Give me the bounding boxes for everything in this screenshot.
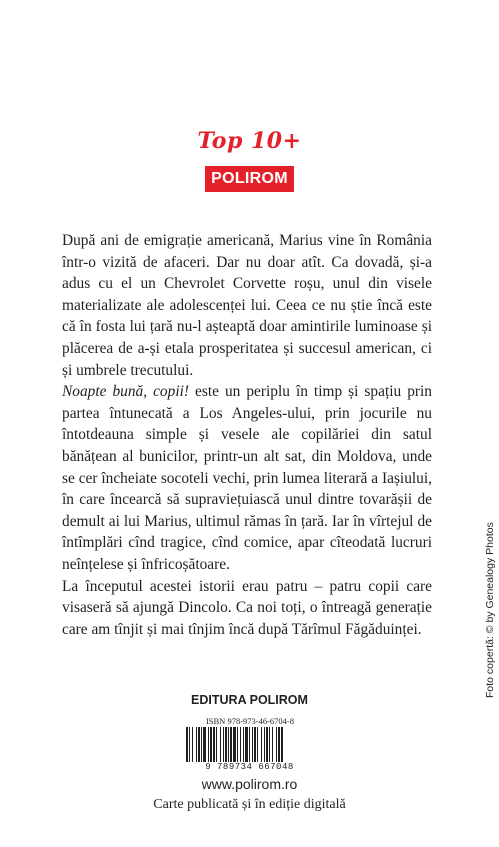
publisher-name: EDITURA POLIROM bbox=[191, 693, 308, 707]
barcode bbox=[186, 727, 313, 762]
blurb-paragraph-2 bbox=[62, 381, 432, 575]
blurb-paragraph-2-text: este un periplu în timp și spațiu prin partea întunecată a Los Angeles-ului, prin jocurile nu întotdeauna simple și vesele ale copilăriei din satul bănățean al bunicilor, printr-un alt sat, din Moldova, unde se cer încheiate socoteli vechi, prin lumea literară a Iașiului, în care încearcă să supraviețuiască unul dintre tovarășii de demult ai lui Marius, ultimul rămas în țară. Iar în vîrtejul de întîmplări cînd tragice, cînd comice, apar cîteodată lucruri neînțelese și înfricoșătoare. bbox=[62, 383, 432, 573]
blurb-paragraph-3: La începutul acestei istorii erau patru – patru copii care visaseră să ajungă Dincolo. Ca noi toți, o întreagă generație care am tînjit și mai tînjim încă după Tărîmul Făgăduinței. bbox=[62, 577, 432, 638]
digital-edition-note: Carte publicată și în ediție digitală bbox=[153, 797, 346, 812]
cover-photo-credit: Foto copertă: © by Genealogy Photos bbox=[484, 522, 496, 698]
barcode-digits: 9 789734 667048 bbox=[205, 762, 294, 772]
series-logo: Top 10+ bbox=[197, 128, 302, 154]
isbn-label: ISBN 978-973-46-6704-8 bbox=[205, 716, 295, 726]
barcode-bar bbox=[281, 727, 283, 762]
back-cover-blurb bbox=[62, 230, 432, 640]
blurb-paragraph-1: După ani de emigrație americană, Marius vine în România într-o vizită de afaceri. Dar nu doar atît. Ca dovadă, și-a adus cu el un Chevrolet Corvette roșu, unul din visele materializate ale adolescenței lui. Ceea ce nu știe încă este că în fosta lui țară nu-l așteaptă doar amintirile luminoase și plăcerea de a-și etala prosperitatea și succesul american, ci și umbrele trecutului. bbox=[62, 232, 432, 379]
publisher-website: www.polirom.ro bbox=[201, 776, 298, 792]
book-title: Noapte bună, copii! bbox=[62, 383, 190, 401]
polirom-badge: POLIROM bbox=[205, 166, 294, 192]
